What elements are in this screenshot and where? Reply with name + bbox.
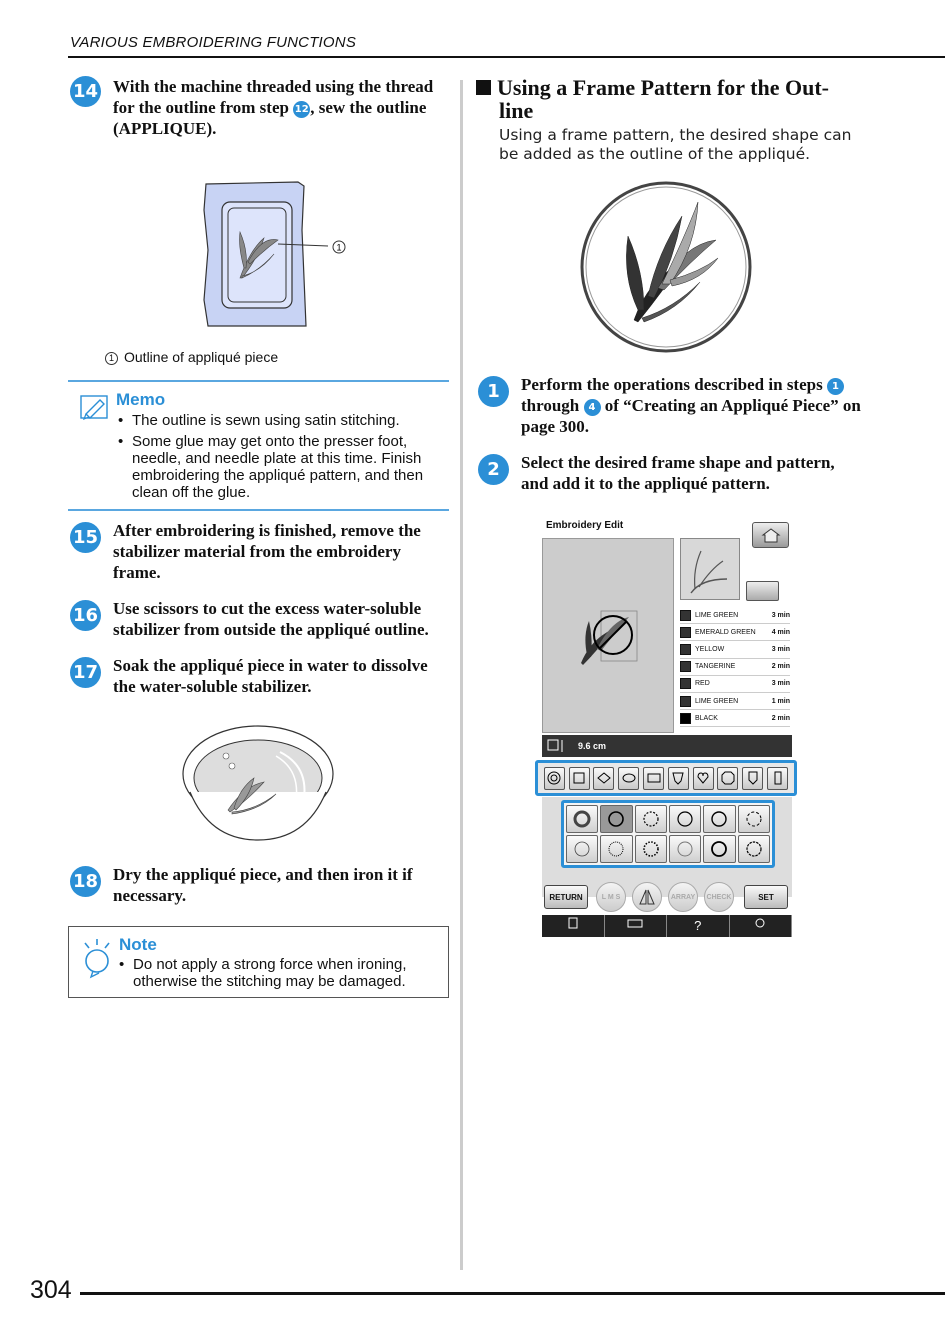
pattern-cell[interactable] [566,805,598,833]
note-box [68,926,449,998]
screen-toolbar [542,915,792,937]
heart-icon [696,771,710,785]
pattern-cell[interactable] [669,835,701,863]
stitched-circle-icon [606,839,626,859]
return-button[interactable]: RETURN [544,885,588,909]
step-text: Perform the operations described in steps 1 through 4 of “Creating an Appliqué Piece” on page 300. [521,375,861,436]
tall-rectangle-icon [771,771,785,785]
memo-item: • Some glue may get onto the presser foot, needle, and needle plate at this time. Finish embroidering the appliqué pattern, and then clean off the glue. [118,433,443,501]
double-circle-icon [709,809,729,829]
thread-display-button[interactable] [746,581,779,601]
pattern-preview-icon [577,605,639,669]
section-title: Using a Frame Pattern for the Out- line [476,76,856,122]
water-bowl-illustration [180,722,336,844]
bold-circle-icon [709,839,729,859]
color-row[interactable]: TANGERINE 2 min [680,659,790,676]
step-number: 2 [478,454,509,485]
size-value: 9.6 cm [578,741,607,751]
header-rule [68,56,945,58]
square-icon [572,771,586,785]
shape-button-diamond[interactable] [593,767,614,790]
step-14 [68,76,448,139]
octagon-icon [721,771,735,785]
pattern-cell[interactable] [635,805,667,833]
memo-title: Memo [116,390,166,409]
step-text: Select the desired frame shape and pattern, and add it to the appliqué pattern. [521,453,835,493]
home-button[interactable] [752,522,789,548]
shape-button-badge[interactable] [742,767,763,790]
thin-circle-icon [572,839,592,859]
dashed-circle-icon [744,809,764,829]
embroidery-canvas[interactable] [542,538,674,733]
pattern-cell[interactable] [703,835,735,863]
step-number: 16 [70,600,101,631]
running-header: VARIOUS EMBROIDERING FUNCTIONS [70,34,357,51]
size-icon [546,738,570,754]
step-ref: 12 [293,101,310,118]
rectangle-icon [647,771,661,785]
memo-pencil-icon [80,394,110,420]
pattern-cell[interactable] [600,835,632,863]
oval-icon [622,771,636,785]
help-button[interactable]: ? [667,915,730,937]
embroidery-edit-screen [540,515,792,937]
column-divider [460,80,463,1270]
color-row[interactable]: LIME GREEN 3 min [680,607,790,624]
step-number: 1 [478,376,509,407]
step-number: 18 [70,866,101,897]
pattern-cell-selected[interactable] [600,805,632,833]
frame-pattern-grid [561,800,775,868]
color-row[interactable]: YELLOW 3 min [680,641,790,658]
shape-button-oval[interactable] [618,767,639,790]
color-row[interactable]: EMERALD GREEN 4 min [680,624,790,641]
zigzag-circle-icon [744,839,764,859]
appliqué-outline-illustration [200,180,360,330]
circle-icon [675,809,695,829]
thread-swatch [680,610,691,621]
settings-icon [751,916,769,930]
step-text: With the machine threaded using the thread for the outline from step 12, sew the outline (APPLIQUE). [113,77,434,138]
step-17 [68,655,450,697]
page-number: 304 [30,1276,72,1304]
pattern-thumbnail [680,538,740,600]
shape-button-square[interactable] [569,767,590,790]
thread-swatch [680,696,691,707]
mirror-button[interactable] [632,882,662,912]
step-ref: 4 [584,399,601,416]
pattern-cell[interactable] [738,805,770,833]
scalloped-circle-icon [641,839,661,859]
frame-shape-selector [535,760,797,796]
thread-swatch [680,661,691,672]
check-button[interactable]: CHECK [704,882,734,912]
figure-caption: 1 Outline of appliqué piece [105,349,278,365]
shape-button-shield[interactable] [668,767,689,790]
memo-box [68,380,449,511]
shape-button-octagon[interactable] [717,767,738,790]
thread-swatch [680,627,691,638]
shape-button-tall-rectangle[interactable] [767,767,788,790]
leaf-thumbnail-icon [681,539,739,599]
note-list [119,956,439,994]
screen-title: Embroidery Edit [546,520,624,531]
page-icon [566,916,580,930]
frame-pattern-illustration [578,180,754,354]
machine-button[interactable] [605,915,668,937]
memo-item: • The outline is sewn using satin stitching. [118,412,443,429]
right-step-2 [476,452,866,494]
note-lightbulb-icon [81,937,113,979]
thread-color-list[interactable] [680,607,790,727]
section-marker [476,80,491,95]
settings-button[interactable] [730,915,793,937]
step-15 [68,520,450,583]
size-indicator [542,735,792,757]
step-text: Use scissors to cut the excess water-soluble stabilizer from outside the appliqué outline. [113,599,429,639]
step-text: Dry the appliqué piece, and then iron it if necessary. [113,865,413,905]
note-item: • Do not apply a strong force when ironing, otherwise the stitching may be damaged. [119,956,439,990]
color-row[interactable]: RED 3 min [680,676,790,693]
shape-button-heart[interactable] [693,767,714,790]
bottom-button-bar [542,877,792,913]
step-number: 14 [70,76,101,107]
pattern-cell[interactable] [703,805,735,833]
pattern-cell[interactable] [635,835,667,863]
step-16 [68,598,450,640]
sewing-machine-icon [626,916,644,930]
color-row[interactable]: BLACK 2 min [680,710,790,727]
step-number: 15 [70,522,101,553]
pattern-cell[interactable] [738,835,770,863]
shape-button-rectangle[interactable] [643,767,664,790]
solid-circle-icon [606,809,626,829]
step-text: Soak the appliqué piece in water to dissolve the water-soluble stabilizer. [113,656,428,696]
step-text: After embroidering is finished, remove the stabilizer material from the embroidery frame. [113,521,421,582]
badge-icon [746,771,760,785]
shape-button-concentric-circle[interactable] [544,767,565,790]
color-row[interactable]: LIME GREEN 1 min [680,693,790,710]
step-18 [68,864,450,906]
array-button[interactable]: ARRAY [668,882,698,912]
memo-list [118,412,443,505]
dotted-circle-icon [641,809,661,829]
diamond-icon [597,771,611,785]
light-circle-icon [675,839,695,859]
page-button[interactable] [542,915,605,937]
shield-icon [671,771,685,785]
footer-rule [80,1292,945,1295]
right-step-1 [476,374,866,437]
section-intro: Using a frame pattern, the desired shape can be added as the outline of the appliqué. [499,126,852,163]
mirror-icon [638,888,656,906]
callout-number: 1 [336,242,342,253]
thread-swatch [680,713,691,724]
thick-circle-icon [572,809,592,829]
step-ref: 1 [827,378,844,395]
thread-swatch [680,644,691,655]
step-number: 17 [70,657,101,688]
pattern-cell[interactable] [669,805,701,833]
lms-button[interactable]: L M S [596,882,626,912]
set-button[interactable]: SET [744,885,788,909]
thread-swatch [680,678,691,689]
concentric-circle-icon [547,771,561,785]
home-icon [761,527,781,543]
note-title: Note [119,935,157,954]
pattern-cell[interactable] [566,835,598,863]
